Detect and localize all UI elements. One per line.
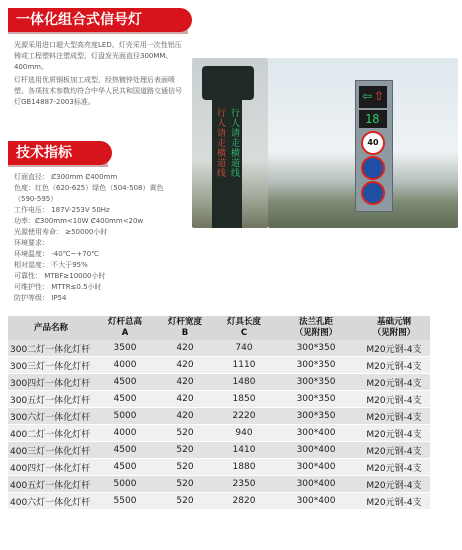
countdown-panel [359,110,387,128]
cell-height: 5500 [113,496,137,506]
cell-flange: 300*400 [296,496,336,506]
spec-line: 环境温度： -40℃~+70℃ [14,250,100,258]
cell-length: 1880 [232,462,256,472]
cell-steel: M20元钢-4支 [366,429,422,440]
intro-paragraph-light-source: 光源采用进口超大型高亮度LED。灯壳采用一次性铝压铸或工程塑料注塑成型，灯盘发光面直径300MM、400mm。 [14,41,182,71]
cell-flange: 300*350 [296,360,336,370]
cell-height: 3500 [113,343,137,353]
cell-width: 520 [176,496,194,506]
cell-flange: 300*400 [296,445,336,455]
table-row [8,374,430,391]
cell-length: 1480 [232,377,256,387]
cell-flange: 300*400 [296,462,336,472]
cell-width: 520 [176,445,194,455]
cell-height: 4500 [113,462,137,472]
spec-line: 灯面直径： Ȼ300mm Ȼ400mm [14,173,118,181]
arrow-left-icon: ⇦ [362,89,373,103]
signal-head [202,66,254,100]
cell-length: 940 [235,428,253,438]
cell-width: 520 [176,428,194,438]
section-title-specs: 技术指标 [8,141,112,165]
table-row [8,391,430,408]
cell-steel: M20元钢-4支 [366,463,422,474]
cell-length: 1850 [232,394,256,404]
header-flange-spacing: 法兰孔距 （见附图） [274,316,358,340]
cell-height: 4000 [113,360,137,370]
cell-product-name: 400三灯一体化灯杆 [10,446,91,457]
spec-list [14,172,194,304]
spec-line: 防护等级： IP54 [14,294,67,302]
spec-line: 相对湿度： 不大于95% [14,261,88,269]
cell-steel: M20元钢-4支 [366,480,422,491]
table-row [8,442,430,459]
cell-steel: M20元钢-4支 [366,412,422,423]
table-row [8,357,430,374]
spec-line: （590-595） [14,195,58,203]
intro-text [14,40,184,110]
cell-length: 2350 [232,479,256,489]
cell-product-name: 300六灯一体化灯杆 [10,412,91,423]
cell-height: 4000 [113,428,137,438]
cell-flange: 300*400 [296,428,336,438]
cell-height: 4500 [113,445,137,455]
spec-line: 工作电压： 187V-253V 50Hz [14,206,110,214]
cell-flange: 300*350 [296,377,336,387]
cell-product-name: 300四灯一体化灯杆 [10,378,91,389]
speed-limit-sign: 40 [361,131,385,155]
no-turn-sign [361,156,385,180]
cell-steel: M20元钢-4支 [366,378,422,389]
cell-product-name: 400二灯一体化灯杆 [10,429,91,440]
no-parking-sign [361,181,385,205]
cell-product-name: 400五灯一体化灯杆 [10,480,91,491]
cell-product-name: 400六灯一体化灯杆 [10,497,91,508]
table-row [8,408,430,425]
cell-flange: 300*400 [296,479,336,489]
cell-height: 5000 [113,479,137,489]
cell-steel: M20元钢-4支 [366,497,422,508]
cell-width: 420 [176,360,194,370]
cell-flange: 300*350 [296,411,336,421]
cell-width: 420 [176,377,194,387]
table-row [8,459,430,476]
spec-line: 功率：Ȼ300mm<10W Ȼ400mm<20w [14,217,144,225]
cell-product-name: 300五灯一体化灯杆 [10,395,91,406]
product-spec-table [8,316,430,510]
header-lamp-length: 灯具长度 C [214,316,274,340]
pole-text-red: 行人请走横道线 [215,108,225,178]
table-header-row [8,316,430,340]
header-foundation-steel: 基础元钢 （见附图） [358,316,430,340]
cell-length: 2820 [232,496,256,506]
cell-product-name: 300三灯一体化灯杆 [10,361,91,372]
intro-paragraph-pole: 灯杆选用优质钢板加工成型，经热镀锌处理后表面喷塑。各项技术参数均符合中华人民共和国道路交通信号灯GB14887-2003标准。 [14,76,182,106]
cell-steel: M20元钢-4支 [366,395,422,406]
cell-steel: M20元钢-4支 [366,446,422,457]
spec-line: 可靠性： MTBF≥10000小时 [14,272,106,280]
table-row [8,476,430,493]
spec-line: 可维护性： MTTR≤0.5小时 [14,283,102,291]
cell-width: 520 [176,462,194,472]
cell-flange: 300*350 [296,394,336,404]
pole-text-green: 行人请走横道线 [229,108,239,178]
cell-length: 2220 [232,411,256,421]
table-row [8,425,430,442]
cell-product-name: 400四灯一体化灯杆 [10,463,91,474]
cell-length: 1110 [232,360,256,370]
arrow-panel [359,86,387,108]
cell-flange: 300*350 [296,343,336,353]
table-row [8,493,430,510]
countdown-value: 18 [365,112,380,126]
cell-height: 4500 [113,377,137,387]
cell-height: 5000 [113,411,137,421]
cell-width: 420 [176,411,194,421]
spec-line: 色度：红色（620-625）绿色（504-508）黄色 [14,184,164,192]
cell-width: 520 [176,479,194,489]
cell-width: 420 [176,343,194,353]
arrow-up-icon: ⇧ [374,89,385,103]
cell-steel: M20元钢-4支 [366,344,422,355]
spec-line: 环境要求： [14,239,49,247]
section-title-integrated-signal: 一体化组合式信号灯 [8,8,192,32]
cell-height: 4500 [113,394,137,404]
cell-length: 1410 [232,445,256,455]
cell-product-name: 300二灯一体化灯杆 [10,344,91,355]
cell-steel: M20元钢-4支 [366,361,422,372]
header-pole-height: 灯杆总高 A [94,316,156,340]
table-row [8,340,430,357]
header-pole-width: 灯杆宽度 B [156,316,214,340]
cell-length: 740 [235,343,253,353]
spec-line: 光源使用寿命： ≥50000小时 [14,228,108,236]
header-product-name: 产品名称 [8,316,94,340]
cell-width: 420 [176,394,194,404]
